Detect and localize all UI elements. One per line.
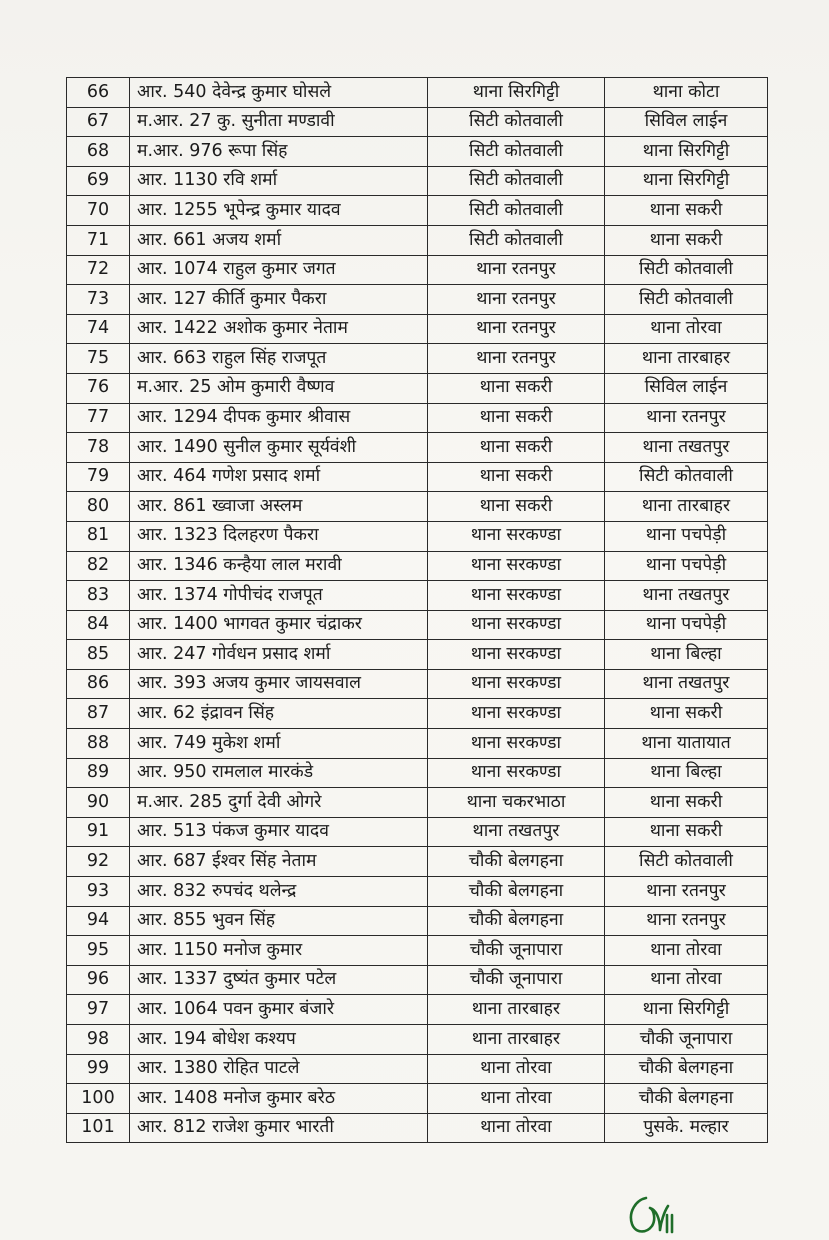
transfer-posting-cell: थाना तखतपुर <box>605 669 768 699</box>
serial-number-cell: 82 <box>67 551 130 581</box>
transfer-posting-cell: चौकी बेलगहना <box>605 1054 768 1084</box>
transfer-posting-cell: थाना सकरी <box>605 788 768 818</box>
employee-name-cell: म.आर. 27 कु. सुनीता मण्डावी <box>130 107 428 137</box>
transfer-posting-cell: थाना रतनपुर <box>605 403 768 433</box>
transfer-posting-cell: थाना बिल्हा <box>605 758 768 788</box>
serial-number-cell: 90 <box>67 788 130 818</box>
employee-name-cell: आर. 1490 सुनील कुमार सूर्यवंशी <box>130 433 428 463</box>
employee-name-cell: आर. 1374 गोपीचंद राजपूत <box>130 581 428 611</box>
current-posting-cell: थाना सकरी <box>428 492 605 522</box>
serial-number-cell: 94 <box>67 906 130 936</box>
transfer-posting-cell: थाना रतनपुर <box>605 906 768 936</box>
transfer-posting-cell: चौकी जूनापारा <box>605 1025 768 1055</box>
employee-name-cell: आर. 861 ख्वाजा अस्लम <box>130 492 428 522</box>
table-row <box>67 847 768 877</box>
employee-name-cell: आर. 1064 पवन कुमार बंजारे <box>130 995 428 1025</box>
table-row <box>67 255 768 285</box>
current-posting-cell: थाना सरकण्डा <box>428 551 605 581</box>
table-row <box>67 1113 768 1143</box>
employee-name-cell: म.आर. 25 ओम कुमारी वैष्णव <box>130 373 428 403</box>
current-posting-cell: सिटी कोतवाली <box>428 137 605 167</box>
employee-name-cell: आर. 1294 दीपक कुमार श्रीवास <box>130 403 428 433</box>
current-posting-cell: चौकी बेलगहना <box>428 847 605 877</box>
employee-name-cell: आर. 1422 अशोक कुमार नेताम <box>130 314 428 344</box>
serial-number-cell: 91 <box>67 817 130 847</box>
table-row <box>67 78 768 108</box>
current-posting-cell: थाना रतनपुर <box>428 344 605 374</box>
current-posting-cell: चौकी बेलगहना <box>428 906 605 936</box>
employee-name-cell: आर. 464 गणेश प्रसाद शर्मा <box>130 462 428 492</box>
current-posting-cell: सिटी कोतवाली <box>428 196 605 226</box>
serial-number-cell: 87 <box>67 699 130 729</box>
transfer-table-body <box>67 78 768 1143</box>
transfer-posting-cell: थाना तोरवा <box>605 936 768 966</box>
employee-name-cell: आर. 1408 मनोज कुमार बरेठ <box>130 1084 428 1114</box>
current-posting-cell: थाना तोरवा <box>428 1113 605 1143</box>
employee-name-cell: आर. 1074 राहुल कुमार जगत <box>130 255 428 285</box>
serial-number-cell: 95 <box>67 936 130 966</box>
transfer-posting-cell: सिटी कोतवाली <box>605 462 768 492</box>
transfer-posting-cell: पुसके. मल्हार <box>605 1113 768 1143</box>
serial-number-cell: 68 <box>67 137 130 167</box>
transfer-posting-cell: थाना सकरी <box>605 196 768 226</box>
serial-number-cell: 79 <box>67 462 130 492</box>
current-posting-cell: थाना रतनपुर <box>428 285 605 315</box>
current-posting-cell: थाना सिरगिट्टी <box>428 78 605 108</box>
table-row <box>67 995 768 1025</box>
table-row <box>67 669 768 699</box>
transfer-posting-cell: थाना तखतपुर <box>605 433 768 463</box>
current-posting-cell: थाना तोरवा <box>428 1054 605 1084</box>
employee-name-cell: आर. 749 मुकेश शर्मा <box>130 729 428 759</box>
current-posting-cell: थाना सरकण्डा <box>428 758 605 788</box>
serial-number-cell: 80 <box>67 492 130 522</box>
employee-name-cell: म.आर. 285 दुर्गा देवी ओगरे <box>130 788 428 818</box>
transfer-posting-cell: थाना तखतपुर <box>605 581 768 611</box>
table-row <box>67 462 768 492</box>
serial-number-cell: 89 <box>67 758 130 788</box>
current-posting-cell: थाना रतनपुर <box>428 255 605 285</box>
serial-number-cell: 74 <box>67 314 130 344</box>
transfer-posting-cell: सिटी कोतवाली <box>605 285 768 315</box>
table-row <box>67 403 768 433</box>
transfer-posting-cell: थाना सिरगिट्टी <box>605 995 768 1025</box>
current-posting-cell: थाना सकरी <box>428 433 605 463</box>
transfer-posting-cell: थाना पचपेड़ी <box>605 521 768 551</box>
table-row <box>67 1054 768 1084</box>
transfer-posting-cell: थाना बिल्हा <box>605 640 768 670</box>
current-posting-cell: थाना सरकण्डा <box>428 729 605 759</box>
transfer-posting-cell: थाना रतनपुर <box>605 877 768 907</box>
employee-name-cell: आर. 855 भुवन सिंह <box>130 906 428 936</box>
current-posting-cell: थाना तारबाहर <box>428 1025 605 1055</box>
serial-number-cell: 67 <box>67 107 130 137</box>
table-row <box>67 817 768 847</box>
serial-number-cell: 84 <box>67 610 130 640</box>
serial-number-cell: 76 <box>67 373 130 403</box>
employee-name-cell: आर. 393 अजय कुमार जायसवाल <box>130 669 428 699</box>
transfer-posting-cell: थाना सिरगिट्टी <box>605 166 768 196</box>
serial-number-cell: 83 <box>67 581 130 611</box>
table-row <box>67 1025 768 1055</box>
current-posting-cell: चौकी जूनापारा <box>428 965 605 995</box>
employee-name-cell: आर. 62 इंद्रावन सिंह <box>130 699 428 729</box>
transfer-posting-cell: सिटी कोतवाली <box>605 255 768 285</box>
transfer-posting-cell: थाना तोरवा <box>605 314 768 344</box>
employee-name-cell: आर. 661 अजय शर्मा <box>130 225 428 255</box>
signature-mark <box>620 1188 690 1238</box>
transfer-posting-cell: थाना सकरी <box>605 225 768 255</box>
employee-name-cell: आर. 832 रुपचंद थलेन्द्र <box>130 877 428 907</box>
transfer-table <box>66 77 768 1143</box>
current-posting-cell: थाना सरकण्डा <box>428 610 605 640</box>
table-row <box>67 1084 768 1114</box>
transfer-posting-cell: थाना सकरी <box>605 817 768 847</box>
current-posting-cell: थाना सरकण्डा <box>428 669 605 699</box>
employee-name-cell: आर. 663 राहुल सिंह राजपूत <box>130 344 428 374</box>
current-posting-cell: चौकी बेलगहना <box>428 877 605 907</box>
serial-number-cell: 72 <box>67 255 130 285</box>
table-row <box>67 906 768 936</box>
table-row <box>67 166 768 196</box>
current-posting-cell: थाना तखतपुर <box>428 817 605 847</box>
serial-number-cell: 97 <box>67 995 130 1025</box>
transfer-posting-cell: थाना तारबाहर <box>605 492 768 522</box>
table-row <box>67 344 768 374</box>
current-posting-cell: थाना चकरभाठा <box>428 788 605 818</box>
serial-number-cell: 75 <box>67 344 130 374</box>
transfer-posting-cell: चौकी बेलगहना <box>605 1084 768 1114</box>
transfer-posting-cell: थाना तारबाहर <box>605 344 768 374</box>
table-row <box>67 877 768 907</box>
table-row <box>67 965 768 995</box>
serial-number-cell: 98 <box>67 1025 130 1055</box>
serial-number-cell: 99 <box>67 1054 130 1084</box>
serial-number-cell: 73 <box>67 285 130 315</box>
current-posting-cell: थाना सरकण्डा <box>428 640 605 670</box>
table-row <box>67 640 768 670</box>
current-posting-cell: थाना तोरवा <box>428 1084 605 1114</box>
transfer-posting-cell: थाना कोटा <box>605 78 768 108</box>
employee-name-cell: म.आर. 976 रूपा सिंह <box>130 137 428 167</box>
table-row <box>67 314 768 344</box>
serial-number-cell: 69 <box>67 166 130 196</box>
table-row <box>67 521 768 551</box>
transfer-posting-cell: थाना पचपेड़ी <box>605 551 768 581</box>
serial-number-cell: 71 <box>67 225 130 255</box>
employee-name-cell: आर. 950 रामलाल मारकंडे <box>130 758 428 788</box>
transfer-posting-cell: थाना यातायात <box>605 729 768 759</box>
serial-number-cell: 86 <box>67 669 130 699</box>
employee-name-cell: आर. 812 राजेश कुमार भारती <box>130 1113 428 1143</box>
current-posting-cell: सिटी कोतवाली <box>428 107 605 137</box>
employee-name-cell: आर. 1380 रोहित पाटले <box>130 1054 428 1084</box>
employee-name-cell: आर. 1323 दिलहरण पैकरा <box>130 521 428 551</box>
current-posting-cell: सिटी कोतवाली <box>428 225 605 255</box>
current-posting-cell: थाना सरकण्डा <box>428 521 605 551</box>
serial-number-cell: 81 <box>67 521 130 551</box>
table-row <box>67 107 768 137</box>
table-row <box>67 610 768 640</box>
table-row <box>67 285 768 315</box>
employee-name-cell: आर. 687 ईश्वर सिंह नेताम <box>130 847 428 877</box>
serial-number-cell: 96 <box>67 965 130 995</box>
serial-number-cell: 88 <box>67 729 130 759</box>
serial-number-cell: 85 <box>67 640 130 670</box>
employee-name-cell: आर. 1400 भागवत कुमार चंद्राकर <box>130 610 428 640</box>
employee-name-cell: आर. 1130 रवि शर्मा <box>130 166 428 196</box>
transfer-posting-cell: थाना पचपेड़ी <box>605 610 768 640</box>
serial-number-cell: 70 <box>67 196 130 226</box>
current-posting-cell: चौकी जूनापारा <box>428 936 605 966</box>
employee-name-cell: आर. 194 बोधेश कश्यप <box>130 1025 428 1055</box>
serial-number-cell: 100 <box>67 1084 130 1114</box>
employee-name-cell: आर. 513 पंकज कुमार यादव <box>130 817 428 847</box>
employee-name-cell: आर. 127 कीर्ति कुमार पैकरा <box>130 285 428 315</box>
table-row <box>67 729 768 759</box>
serial-number-cell: 66 <box>67 78 130 108</box>
employee-name-cell: आर. 540 देवेन्द्र कुमार घोसले <box>130 78 428 108</box>
table-row <box>67 551 768 581</box>
employee-name-cell: आर. 1337 दुष्यंत कुमार पटेल <box>130 965 428 995</box>
current-posting-cell: थाना सरकण्डा <box>428 699 605 729</box>
table-row <box>67 492 768 522</box>
table-row <box>67 788 768 818</box>
current-posting-cell: थाना रतनपुर <box>428 314 605 344</box>
employee-name-cell: आर. 1255 भूपेन्द्र कुमार यादव <box>130 196 428 226</box>
current-posting-cell: थाना सरकण्डा <box>428 581 605 611</box>
current-posting-cell: थाना सकरी <box>428 403 605 433</box>
table-row <box>67 137 768 167</box>
serial-number-cell: 77 <box>67 403 130 433</box>
serial-number-cell: 78 <box>67 433 130 463</box>
table-row <box>67 373 768 403</box>
current-posting-cell: सिटी कोतवाली <box>428 166 605 196</box>
serial-number-cell: 93 <box>67 877 130 907</box>
table-row <box>67 758 768 788</box>
employee-name-cell: आर. 1150 मनोज कुमार <box>130 936 428 966</box>
employee-name-cell: आर. 247 गोर्वधन प्रसाद शर्मा <box>130 640 428 670</box>
current-posting-cell: थाना सकरी <box>428 373 605 403</box>
transfer-posting-cell: थाना तोरवा <box>605 965 768 995</box>
table-row <box>67 699 768 729</box>
employee-name-cell: आर. 1346 कन्हैया लाल मरावी <box>130 551 428 581</box>
current-posting-cell: थाना तारबाहर <box>428 995 605 1025</box>
table-row <box>67 433 768 463</box>
transfer-posting-cell: सिविल लाईन <box>605 373 768 403</box>
serial-number-cell: 101 <box>67 1113 130 1143</box>
transfer-posting-cell: थाना सकरी <box>605 699 768 729</box>
transfer-posting-cell: सिविल लाईन <box>605 107 768 137</box>
table-row <box>67 196 768 226</box>
table-row <box>67 581 768 611</box>
table-row <box>67 225 768 255</box>
serial-number-cell: 92 <box>67 847 130 877</box>
transfer-posting-cell: सिटी कोतवाली <box>605 847 768 877</box>
table-row <box>67 936 768 966</box>
current-posting-cell: थाना सकरी <box>428 462 605 492</box>
transfer-posting-cell: थाना सिरगिट्टी <box>605 137 768 167</box>
